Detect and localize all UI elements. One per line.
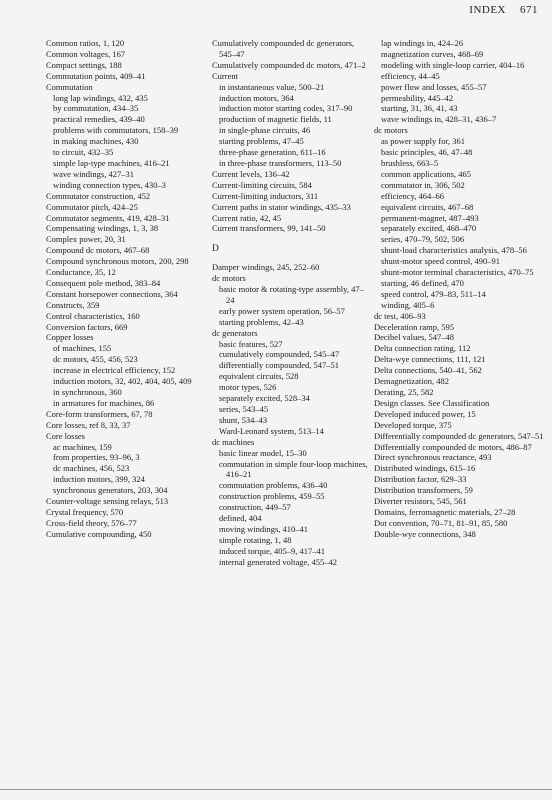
index-subentry: shunt-motor speed control, 490–91 — [381, 256, 500, 267]
index-columns — [46, 38, 544, 568]
index-subentry: equivalent circuits, 467–68 — [381, 201, 474, 212]
index-subentry: commutation in simple four-loop machines, 416–21 — [219, 458, 368, 480]
index-entry: Current-limiting inductors, 311 — [212, 190, 319, 201]
index-subentry: common applications, 465 — [381, 168, 471, 179]
index-entry: Distribution factor, 629–33 — [374, 474, 467, 485]
index-subentry: brushless, 663–5 — [381, 157, 439, 168]
index-subentry: of machines, 155 — [53, 343, 112, 354]
index-subentry: three-phase generation, 611–16 — [219, 147, 326, 158]
index-subentry: in instantaneous value, 500–21 — [219, 81, 325, 92]
index-subentry: starting, 46 defined, 470 — [381, 277, 464, 288]
index-entry: Constant horsepower connections, 364 — [46, 288, 178, 299]
index-entry: Direct synchronous reactance, 493 — [374, 452, 492, 463]
index-subentry: shunt-load characteristics analysis, 478–56 — [381, 245, 527, 256]
index-subentry: differentially compounded, 547–51 — [219, 360, 339, 371]
index-entry: Developed induced power, 15 — [374, 408, 476, 419]
index-subentry: shunt, 534–43 — [219, 414, 268, 425]
index-subentry: wave windings in, 428–31, 436–7 — [381, 114, 497, 125]
index-entry: Compound dc motors, 467–68 — [46, 245, 150, 256]
index-entry: Decibel values, 547–48 — [374, 332, 455, 343]
page-number: 671 — [520, 4, 538, 16]
index-subentry: in making machines, 430 — [53, 136, 139, 147]
index-entry: Demagnetization, 482 — [374, 376, 450, 387]
index-entry: Diverter resistors, 545, 561 — [374, 496, 467, 507]
index-entry: Commutator construction, 452 — [46, 190, 151, 201]
index-entry: Differentially compounded dc generators, 547–51 — [374, 430, 544, 441]
index-entry: dc test, 406–93 — [374, 310, 426, 321]
index-entry: Current-limiting circuits, 584 — [212, 179, 312, 190]
index-entry: dc motors — [374, 125, 408, 136]
index-entry: Current transformers, 99, 141–50 — [212, 223, 326, 234]
index-entry: Constructs, 359 — [46, 299, 100, 310]
index-subentry: lap windings in, 424–26 — [381, 38, 464, 48]
index-subentry: separately excited, 468–470 — [381, 223, 477, 234]
index-subentry: separately excited, 528–34 — [219, 393, 310, 404]
index-entry: Distributed windings, 615–16 — [374, 463, 476, 474]
index-entry: Derating, 25, 582 — [374, 387, 434, 397]
index-entry: Compound synchronous motors, 200, 298 — [46, 256, 189, 267]
index-subentry: early power system operation, 56–57 — [219, 305, 345, 316]
index-entry: Copper losses — [46, 332, 94, 343]
index-subentry: commutation problems, 436–40 — [219, 480, 328, 491]
index-subentry: basic features, 527 — [219, 338, 283, 349]
index-entry: dc motors — [212, 273, 246, 284]
index-subentry: motor types, 526 — [219, 382, 277, 393]
index-entry: dc generators — [212, 327, 258, 338]
index-subentry: speed control, 479–83, 511–14 — [381, 288, 486, 299]
index-entry: Crystal frequency, 570 — [46, 506, 124, 517]
running-head — [469, 4, 538, 16]
index-entry: Differentially compounded dc motors, 486–87 — [374, 441, 532, 452]
index-entry: Commutator segments, 419, 428–31 — [46, 212, 170, 223]
index-subentry: construction, 449–57 — [219, 502, 291, 513]
index-subentry: permeability, 445–42 — [381, 92, 454, 103]
index-entry: Common voltages, 167 — [46, 48, 126, 59]
index-entry: Commutation points, 409–41 — [46, 70, 146, 81]
index-entry: dc machines — [212, 436, 255, 447]
index-entry: Delta connection rating, 112 — [374, 343, 471, 354]
index-subentry: wave windings, 427–31 — [53, 168, 134, 179]
index-entry: Current ratio, 42, 45 — [212, 212, 282, 223]
index-subentry: series, 470–79, 502, 506 — [381, 234, 465, 245]
index-subentry: induction motors, 399, 324 — [53, 474, 145, 485]
index-entry: Design classes. See Classification — [374, 397, 490, 408]
index-subentry: magnetization curves, 468–69 — [381, 48, 484, 59]
page-bottom-edge — [0, 789, 552, 790]
index-subentry: simple rotating, 1, 48 — [219, 534, 292, 545]
index-subentry: induction motor starting codes, 317–90 — [219, 103, 353, 114]
index-entry: Current levels, 136–42 — [212, 168, 290, 179]
index-entry: Conversion factors, 669 — [46, 321, 128, 332]
index-entry: Commutator pitch, 424–25 — [46, 201, 138, 212]
index-subentry: defined, 404 — [219, 513, 262, 524]
index-subentry: induction motors, 32, 402, 404, 405, 409 — [53, 376, 192, 387]
index-subentry: winding, 405–6 — [381, 299, 435, 310]
index-subentry: commutator in, 306, 502 — [381, 179, 465, 190]
index-subentry: induction motors, 364 — [219, 92, 294, 103]
index-entry: Compensating windings, 1, 3, 38 — [46, 223, 159, 234]
running-head-label: INDEX — [469, 4, 506, 16]
index-subentry: simple lap-type machines, 416–21 — [53, 157, 170, 168]
index-subentry: ac machines, 159 — [53, 441, 112, 452]
index-entry: Delta connections, 540–41, 562 — [374, 365, 482, 376]
index-entry: Core losses, ref 8, 33, 37 — [46, 419, 131, 430]
index-entry: Core losses — [46, 430, 85, 441]
index-subentry: basic principles, 46, 47–48 — [381, 147, 473, 158]
index-subentry: basic motor & rotating-type assembly, 47–24 — [219, 284, 364, 305]
index-entry: Control characteristics, 160 — [46, 310, 140, 321]
index-subentry: permanent-magnet, 487–493 — [381, 212, 479, 223]
index-entry: Cumulative compounding, 450 — [46, 528, 152, 539]
index-subentry: construction problems, 459–55 — [219, 491, 325, 502]
index-subentry: winding connection types, 430–3 — [53, 179, 166, 190]
index-entry: Distribution transformers, 59 — [374, 485, 473, 496]
index-subentry: in three-phase transformers, 113–50 — [219, 157, 342, 168]
index-entry: Current paths in stator windings, 435–33 — [212, 201, 351, 212]
index-subentry: shunt-motor terminal characteristics, 470–75 — [381, 267, 534, 278]
index-subentry: starting problems, 42–43 — [219, 316, 304, 327]
index-subentry: in armatures for machines, 86 — [53, 397, 155, 408]
index-subentry: practical remedies, 439–40 — [53, 114, 145, 125]
index-subentry: as power supply for, 361 — [381, 136, 465, 147]
section-letter: D — [212, 244, 219, 255]
index-entry: Dot convention, 70–71, 81–91, 85, 580 — [374, 517, 508, 528]
index-subentry: from properties, 93–96, 3 — [53, 452, 140, 463]
index-entry: Core-form transformers, 67, 78 — [46, 408, 153, 419]
index-entry: Delta-wye connections, 111, 121 — [374, 354, 486, 365]
index-subentry: to circuit, 432–35 — [53, 147, 114, 158]
index-subentry: moving windings, 410–41 — [219, 523, 309, 534]
index-subentry: modeling with single-loop carrier, 404–16 — [381, 59, 525, 70]
index-subentry: starting problems, 47–45 — [219, 136, 304, 147]
index-subentry: synchronous generators, 203, 304 — [53, 485, 168, 496]
index-entry: Counter-voltage sensing relays, 513 — [46, 496, 169, 507]
index-subentry: efficiency, 44–45 — [381, 70, 440, 81]
index-subentry: induced torque, 405–9, 417–41 — [219, 545, 325, 556]
index-entry: Current — [212, 70, 238, 81]
index-subentry: power flow and losses, 455–57 — [381, 81, 487, 92]
index-subentry: basic linear model, 15–30 — [219, 447, 307, 458]
index-entry: Double-wye connections, 348 — [374, 528, 476, 539]
index-entry: Deceleration ramp, 595 — [374, 321, 455, 332]
index-entry: Conductance, 35, 12 — [46, 267, 116, 278]
index-entry: Developed torque, 375 — [374, 419, 452, 430]
index-subentry: by commutation, 434–35 — [53, 103, 139, 114]
index-subentry: series, 543–45 — [219, 404, 269, 414]
index-subentry: equivalent circuits, 528 — [219, 371, 299, 382]
index-subentry: cumulatively compounded, 545–47 — [219, 349, 340, 360]
index-entry: Complex power, 20, 31 — [46, 234, 126, 245]
index-subentry: increase in electrical efficiency, 152 — [53, 365, 176, 376]
index-subentry: internal generated voltage, 455–42 — [219, 556, 338, 567]
index-subentry: starting, 31, 36, 41, 43 — [381, 103, 458, 114]
index-entry: Commutation — [46, 81, 93, 92]
index-entry: Cumulatively compounded dc motors, 471–2 — [212, 59, 366, 70]
index-entry: Cross-field theory, 576–77 — [46, 517, 137, 528]
index-subentry: production of magnetic fields, 11 — [219, 114, 332, 125]
index-subentry: Ward-Leonard system, 513–14 — [219, 425, 324, 436]
index-subentry: in synchronous, 360 — [53, 387, 122, 397]
index-subentry: long lap windings, 432, 435 — [53, 92, 148, 103]
index-subentry: dc machines, 456, 523 — [53, 463, 130, 474]
index-entry: Consequent pole method, 383–84 — [46, 277, 161, 288]
index-subentry: dc motors, 455, 456, 523 — [53, 354, 138, 365]
index-column-2 — [212, 38, 369, 568]
index-column-1 — [46, 38, 207, 568]
index-subentry: problems with commutators, 158–39 — [53, 125, 179, 136]
index-entry: Domains, ferromagnetic materials, 27–28 — [374, 506, 516, 517]
index-entry: Cumulatively compounded dc generators, 545–47 — [212, 38, 355, 59]
index-entry: Compact settings, 188 — [46, 59, 122, 70]
index-entry: Damper windings, 245, 252–60 — [212, 262, 320, 273]
index-entry: Common ratios, 1, 120 — [46, 38, 125, 48]
index-subentry: in single-phase circuits, 46 — [219, 125, 311, 136]
index-column-3 — [374, 38, 552, 568]
index-subentry: efficiency, 464–66 — [381, 190, 445, 201]
